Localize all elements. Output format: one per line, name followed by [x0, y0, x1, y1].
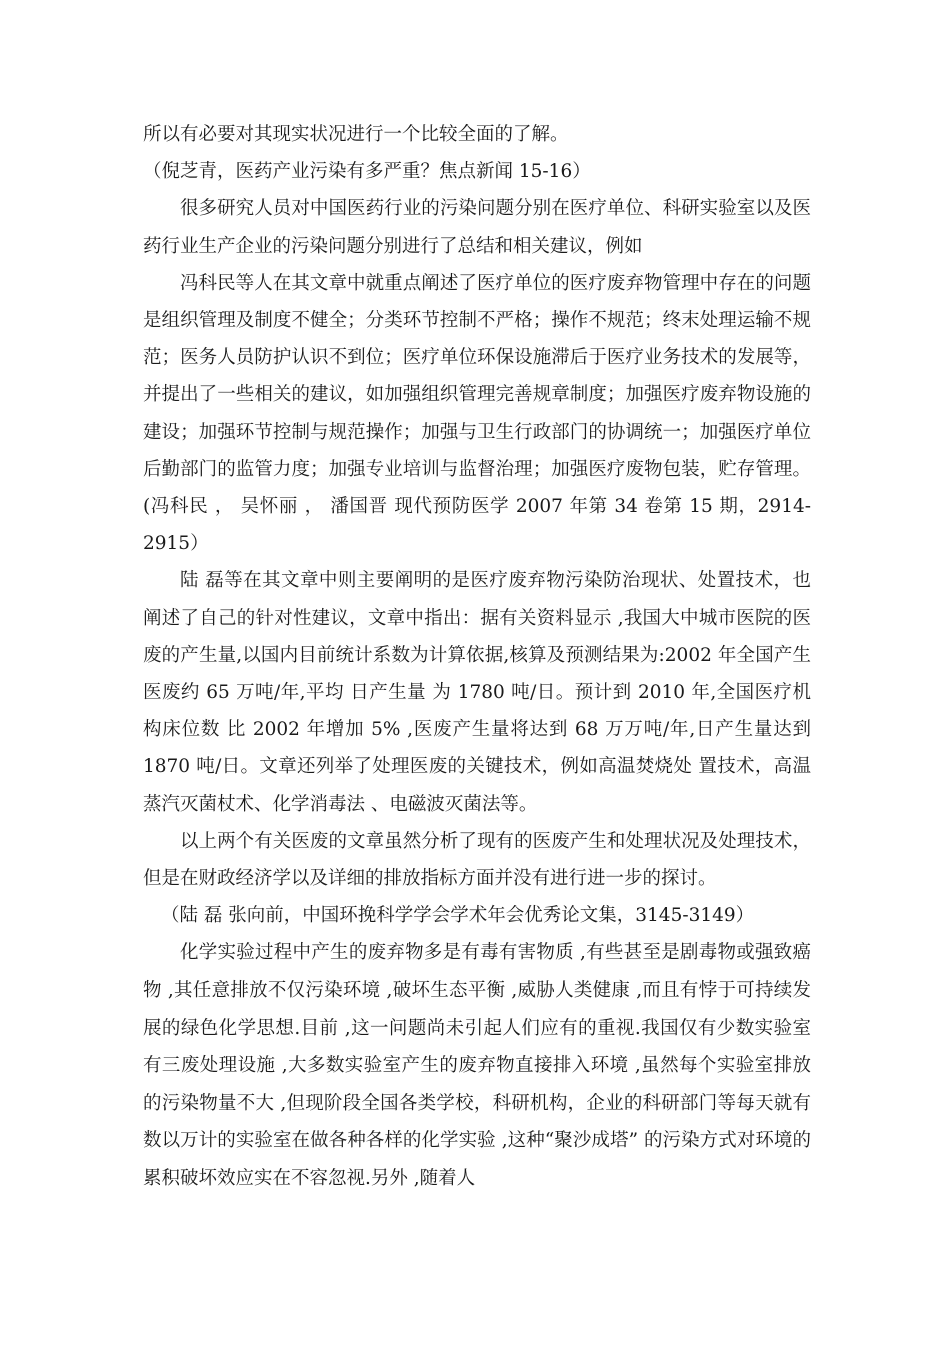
citation-lulei-zhangxiangqian: （陆 磊 张向前，中国环挽科学学会学术年会优秀论文集，3145-3149） — [161, 905, 755, 927]
citation-nizhiqing: （倪芝青，医药产业污染有多严重？焦点新闻 15-16） — [143, 161, 591, 183]
body-text — [143, 116, 811, 1198]
paragraph-lab-waste: 化学实验过程中产生的废弃物多是有毒有害物质 ,有些甚至是剧毒物或强致癌物 ,其任意排放不仅污染环境 ,破坏生态平衡 ,威胁人类健康 ,而且有悖于可持续发展的绿色化学思想.目前 ,这一问题尚未引起人们应有的重视.我国仅有少数实验室有三废处理设施 ,大多数实验室产生的废弃物直接排入环境 ,虽然每个实验室排放的污染物量不大 ,但现阶段全国各类学校，科研机构，企业的科研部门等每天就有数以万计的实验室在做各种各样的化学实验 ,这种“聚沙成塔” 的污染方式对环境的累积破坏效应实在不容忽视.另外 ,随着人 — [143, 942, 811, 1190]
paragraph-feng-kemin: 冯科民等人在其文章中就重点阐述了医疗单位的医疗废弃物管理中存在的问题是组织管理及制度不健全；分类环节控制不严格；操作不规范；终末处理运输不规范；医务人员防护认识不到位；医疗单位环保设施滞后于医疗业务技术的发展等，并提出了一些相关的建议，如加强组织管理完善规章制度；加强医疗废弃物设施的建设；加强环节控制与规范操作；加强与卫生行政部门的协调统一；加强医疗单位后勤部门的监管力度；加强专业培训与监督治理；加强医疗废物包装，贮存管理。(冯科民 ， 吴怀丽 ， 潘国晋 现代预防医学 2007 年第 34 卷第 15 期，2914-2915） — [143, 272, 811, 555]
paragraph-summary: 以上两个有关医废的文章虽然分析了现有的医废产生和处理状况及处理技术，但是在财政经济学以及详细的排放指标方面并没有进行进一步的探讨。 — [143, 830, 811, 890]
paragraph-research-overview: 很多研究人员对中国医药行业的污染问题分别在医疗单位、科研实验室以及医药行业生产企业的污染问题分别进行了总结和相关建议，例如 — [143, 198, 811, 257]
paragraph-lu-lei: 陆 磊等在其文章中则主要阐明的是医疗废弃物污染防治现状、处置技术，也阐述了自己的针对性建议，文章中指出：据有关资料显示 ,我国大中城市医院的医废的产生量,以国内目前统计系数为计算依据,核算及预测结果为:2002 年全国产生医废约 65 万吨/年,平均 日产生量 为 1780 吨/日。预计到 2010 年,全国医疗机构床位数 比 2002 年增加 5% ,医废产生量将达到 68 万万吨/年,日产生量达到 1870 吨/日。文章还列举了处理医废的关键技术，例如高温焚烧处 置技术，高温蒸汽灭菌杖术、化学消毒法 、电磁波灭菌法等。 — [143, 570, 811, 815]
paragraph-intro-end: 所以有必要对其现实状况进行一个比较全面的了解。 — [143, 124, 569, 145]
